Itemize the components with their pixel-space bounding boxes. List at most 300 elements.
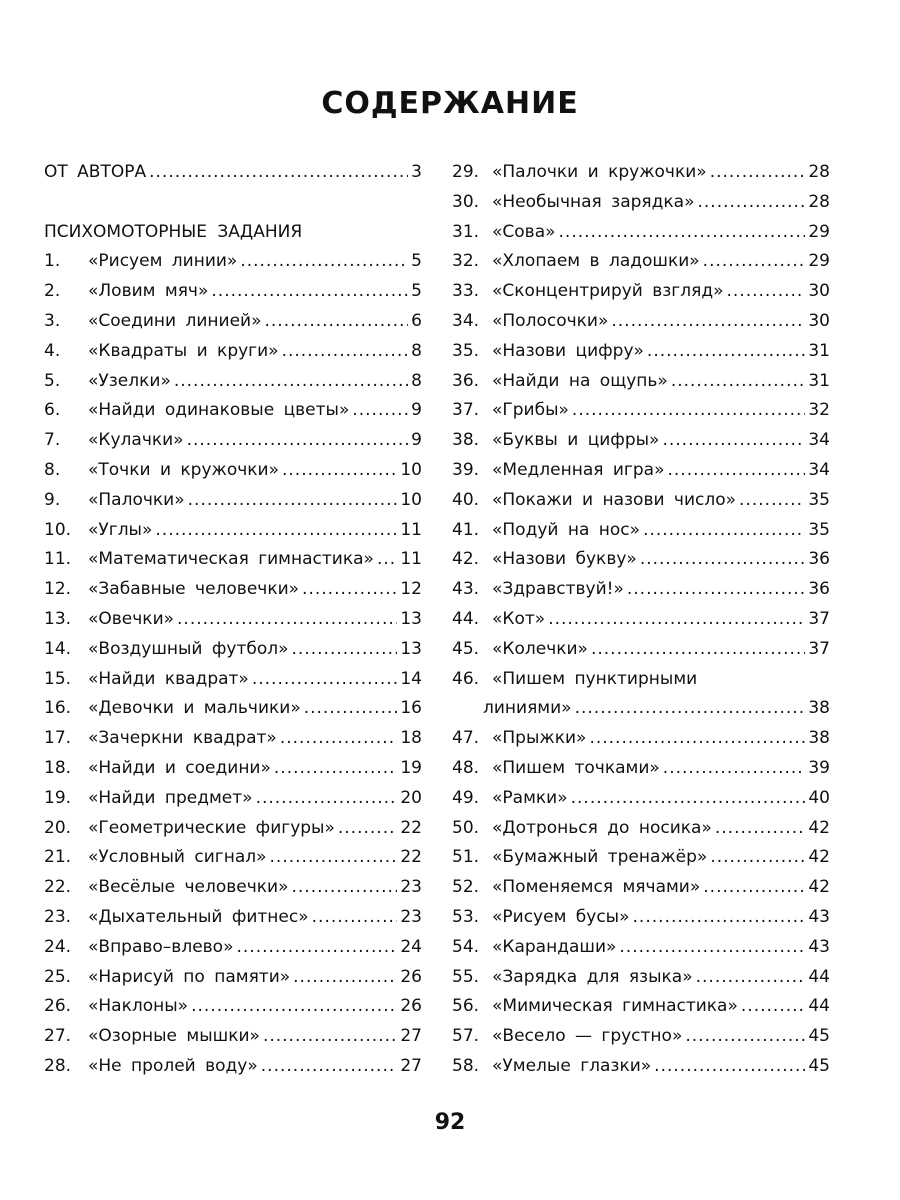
toc-entry-label: «Точки и кружочки» [88, 459, 279, 480]
toc-entry-number: 33. [452, 281, 480, 302]
dot-leader [252, 665, 398, 695]
dot-leader [155, 516, 397, 546]
dot-leader [338, 814, 397, 844]
toc-entry-label: «Нарисуй по памяти» [88, 966, 291, 987]
toc-entry[interactable] [452, 635, 830, 665]
toc-entry[interactable] [44, 605, 422, 635]
toc-entry-label: «Хлопаем в ладошки» [492, 251, 700, 272]
dot-leader [211, 277, 408, 307]
toc-entry-label-cont: линиями» [483, 698, 572, 719]
toc-entry-page: 11 [400, 519, 422, 540]
toc-entry-label: «Девочки и мальчики» [88, 698, 301, 719]
toc-entry-label: «Сова» [492, 221, 556, 242]
toc-entry-label: «Полосочки» [492, 310, 609, 331]
toc-entry-label: «Подуй на нос» [492, 519, 641, 540]
toc-entry-label: «Здравствуй!» [492, 579, 624, 600]
dot-leader [703, 873, 805, 903]
dot-leader [236, 933, 397, 963]
toc-entry[interactable] [44, 307, 422, 337]
toc-entry-label: «Назови цифру» [492, 340, 644, 361]
toc-entry-label: «Зарядка для языка» [492, 966, 693, 987]
toc-entry[interactable] [44, 754, 422, 784]
toc-entry-number: 58. [452, 1055, 480, 1076]
toc-entry[interactable] [44, 1022, 422, 1052]
toc-entry-number: 4. [44, 340, 61, 361]
spacer [44, 188, 422, 218]
dot-leader [270, 843, 398, 873]
toc-entry-number: 31. [452, 221, 480, 242]
toc-entry-label: «Дотронься до носика» [492, 817, 712, 838]
toc-entry-label: «Медленная игра» [492, 459, 665, 480]
page-title: СОДЕРЖАНИЕ [321, 86, 579, 121]
toc-entry[interactable] [452, 754, 830, 784]
dot-leader [710, 843, 805, 873]
toc-entry-page: 8 [411, 340, 422, 361]
toc-entry-number: 43. [452, 579, 480, 600]
toc-entry-page: 13 [400, 638, 422, 659]
toc-entry-page: 22 [400, 817, 422, 838]
toc-entry-page: 11 [400, 549, 422, 570]
toc-entry-number: 44. [452, 608, 480, 629]
dot-leader [662, 426, 805, 456]
dot-leader [726, 277, 805, 307]
toc-entry-page: 6 [411, 310, 422, 331]
toc-entry-page: 19 [400, 757, 422, 778]
toc-entry-number: 29. [452, 162, 480, 182]
toc-entry-number: 32. [452, 251, 480, 272]
dot-leader [739, 486, 805, 516]
toc-entry-page: 34 [808, 459, 830, 480]
toc-entry-number: 56. [452, 996, 480, 1017]
toc-entry-page: 30 [808, 281, 830, 302]
dot-leader [647, 337, 805, 367]
toc-entry-number: 40. [452, 489, 480, 510]
toc-entry-number: 37. [452, 400, 480, 421]
toc-entry[interactable] [452, 456, 830, 486]
toc-entry-page: 44 [808, 966, 830, 987]
toc-entry-label: «Найди квадрат» [88, 668, 249, 689]
dot-leader [696, 963, 806, 993]
toc-entry-label: «Рисуем бусы» [492, 906, 630, 927]
toc-entry-number: 21. [44, 847, 72, 868]
toc-entry-label: «Покажи и назови число» [492, 489, 737, 510]
toc-entry-number: 2. [44, 281, 61, 302]
toc-entry-label: «Сконцентрируй взгляд» [492, 281, 724, 302]
toc-entry-number: 6. [44, 400, 61, 421]
toc-entry-number: 46. [452, 668, 480, 689]
toc-entry-page: 10 [400, 489, 422, 510]
toc-entry-label: «Кот» [492, 608, 546, 629]
dot-leader [697, 188, 805, 218]
toc-entry-intro[interactable] [44, 158, 422, 188]
toc-entry-page: 39 [808, 757, 830, 778]
toc-entry-label: «Углы» [88, 519, 153, 540]
dot-leader [274, 754, 397, 784]
toc-entry[interactable] [452, 724, 830, 754]
toc-entry-number: 23. [44, 906, 72, 927]
toc-entry[interactable] [44, 456, 422, 486]
toc-entry-label: «Найди одинаковые цветы» [88, 400, 350, 421]
toc-entry-label: «Забавные человечки» [88, 579, 300, 600]
toc-entry-number: 1. [44, 251, 61, 272]
dot-leader [559, 218, 806, 248]
toc-entry-label: «Палочки» [88, 489, 185, 510]
dot-leader [292, 873, 398, 903]
toc-entry-page: 28 [808, 191, 830, 212]
toc-entry-page: 28 [808, 162, 830, 182]
toc-entry-number: 35. [452, 340, 480, 361]
toc-entry-page: 30 [808, 310, 830, 331]
toc-entry[interactable] [452, 1022, 830, 1052]
dot-leader [312, 903, 398, 933]
dot-leader [261, 1052, 398, 1082]
dot-leader [663, 754, 806, 784]
toc-entry[interactable] [44, 396, 422, 426]
dot-leader [548, 605, 805, 635]
section-heading: ПСИХОМОТОРНЫЕ ЗАДАНИЯ [44, 221, 303, 242]
toc-entry-label: «Соедини линией» [88, 310, 262, 331]
dot-leader [293, 963, 397, 993]
toc-entry-page: 26 [400, 996, 422, 1017]
dot-leader [643, 516, 805, 546]
toc-left-column [44, 158, 422, 1082]
toc-entry-number: 3. [44, 310, 61, 331]
toc-entry-page: 35 [808, 519, 830, 540]
toc-entry-number: 41. [452, 519, 480, 540]
dot-leader [191, 992, 397, 1022]
toc-entry-label: «Кулачки» [88, 430, 184, 451]
toc-entry-page: 32 [808, 400, 830, 421]
toc-entry[interactable] [44, 635, 422, 665]
toc-entry-label: «Узелки» [88, 370, 171, 391]
toc-entry-number: 19. [44, 787, 72, 808]
toc-entry-label: «Колечки» [492, 638, 588, 659]
toc-entry[interactable] [44, 367, 422, 397]
toc-entry[interactable] [452, 516, 830, 546]
toc-entry[interactable] [452, 605, 830, 635]
toc-entry-number: 34. [452, 310, 480, 331]
toc-entry-page: 44 [808, 996, 830, 1017]
toc-entry-page: 3 [411, 162, 422, 182]
toc-entry-page: 14 [400, 668, 422, 689]
toc-entry-label: «Ловим мяч» [88, 281, 209, 302]
toc-right-column [452, 158, 830, 1082]
toc-entry[interactable] [452, 933, 830, 963]
toc-entry-number: 22. [44, 877, 72, 898]
toc-entry-number: 17. [44, 728, 72, 749]
toc-entry-page: 23 [400, 877, 422, 898]
toc-entry-number: 26. [44, 996, 72, 1017]
toc-entry-label: «Математическая гимнастика» [88, 549, 374, 570]
toc-entry-page: 45 [808, 1055, 830, 1076]
dot-leader [304, 694, 398, 724]
toc-entry-page: 45 [808, 1026, 830, 1047]
toc-entry-label: «Наклоны» [88, 996, 189, 1017]
toc-entry-number: 36. [452, 370, 480, 391]
toc-list-left [44, 247, 422, 1081]
dot-leader [280, 724, 398, 754]
toc-entry[interactable] [44, 247, 422, 277]
toc-entry-label: «Карандаши» [492, 936, 617, 957]
toc-entry-label: «Мимическая гимнастика» [492, 996, 738, 1017]
toc-entry-label: «Овечки» [88, 608, 175, 629]
toc-entry-page: 34 [808, 430, 830, 451]
toc-entry-page: 38 [808, 698, 830, 719]
toc-entry[interactable] [452, 963, 830, 993]
toc-entry-number: 28. [44, 1055, 72, 1076]
toc-entry-page: 20 [400, 787, 422, 808]
toc-entry-page: 9 [411, 400, 422, 421]
dot-leader [149, 158, 408, 188]
toc-entry-page: 43 [808, 936, 830, 957]
toc-entry[interactable] [44, 694, 422, 724]
toc-entry[interactable] [44, 843, 422, 873]
toc-entry-label: «Буквы и цифры» [492, 430, 660, 451]
toc-entry-number: 38. [452, 430, 480, 451]
toc-entry-number: 20. [44, 817, 72, 838]
toc-entry-page: 43 [808, 906, 830, 927]
dot-leader [571, 784, 806, 814]
dot-leader [611, 307, 805, 337]
dot-leader [640, 545, 806, 575]
toc-entry-page: 36 [808, 579, 830, 600]
toc-entry-number: 50. [452, 817, 480, 838]
toc-entry-page: 37 [808, 608, 830, 629]
toc-entry-number: 55. [452, 966, 480, 987]
toc-entry[interactable] [452, 158, 830, 188]
toc-entry-number: 45. [452, 638, 480, 659]
dot-leader [654, 1052, 805, 1082]
toc-entry[interactable] [452, 575, 830, 605]
dot-leader [575, 694, 806, 724]
toc-entry[interactable] [452, 367, 830, 397]
toc-entry-number: 5. [44, 370, 61, 391]
toc-entry-page: 8 [411, 370, 422, 391]
toc-entry-number: 27. [44, 1026, 72, 1047]
dot-leader [188, 486, 398, 516]
toc-entry-label: «Грибы» [492, 400, 569, 421]
toc-entry-number: 18. [44, 757, 72, 778]
toc-entry[interactable] [452, 784, 830, 814]
toc-entry[interactable] [44, 963, 422, 993]
toc-entry[interactable] [452, 665, 830, 695]
toc-entry-number: 9. [44, 489, 61, 510]
toc-entry-label: «Необычная зарядка» [492, 191, 695, 212]
dot-leader [627, 575, 805, 605]
toc-entry-page: 16 [400, 698, 422, 719]
toc-entry-number: 30. [452, 191, 480, 212]
toc-entry-page: 24 [400, 936, 422, 957]
toc-entry[interactable] [452, 396, 830, 426]
toc-entry-page: 38 [808, 728, 830, 749]
toc-entry-page: 42 [808, 877, 830, 898]
toc-entry-page: 29 [808, 251, 830, 272]
toc-entry-number: 15. [44, 668, 72, 689]
toc-entry-label: «Зачеркни квадрат» [88, 728, 277, 749]
toc-entry-label: «Найди на ощупь» [492, 370, 668, 391]
toc-entry[interactable] [44, 933, 422, 963]
toc-entry[interactable] [44, 814, 422, 844]
toc-entry-label: «Найди предмет» [88, 787, 253, 808]
toc-entry[interactable] [44, 277, 422, 307]
toc-entry-page: 35 [808, 489, 830, 510]
toc-entry-page: 42 [808, 817, 830, 838]
toc-entry-label: «Условный сигнал» [88, 847, 267, 868]
toc-entry-number: 52. [452, 877, 480, 898]
dot-leader [619, 933, 805, 963]
toc-entry-page: 31 [808, 340, 830, 361]
toc-entry-number: 8. [44, 459, 61, 480]
toc-entry[interactable] [44, 665, 422, 695]
toc-entry-continuation[interactable] [452, 694, 830, 724]
toc-entry-label: «Рамки» [492, 787, 568, 808]
dot-leader [174, 367, 408, 397]
dot-leader [633, 903, 806, 933]
toc-entry-number: 12. [44, 579, 72, 600]
toc-entry[interactable] [452, 843, 830, 873]
toc-entry[interactable] [44, 903, 422, 933]
toc-entry-label: «Найди и соедини» [88, 757, 271, 778]
dot-leader [377, 545, 397, 575]
toc-entry-number: 48. [452, 757, 480, 778]
toc-entry-page: 27 [400, 1026, 422, 1047]
toc-entry-number: 14. [44, 638, 72, 659]
toc-entry[interactable] [452, 545, 830, 575]
toc-entry[interactable] [44, 486, 422, 516]
toc-entry-number: 47. [452, 728, 480, 749]
toc-entry-page: 29 [808, 221, 830, 242]
toc-entry-number: 39. [452, 459, 480, 480]
toc-entry[interactable] [44, 516, 422, 546]
toc-entry[interactable] [452, 307, 830, 337]
dot-leader [292, 635, 398, 665]
toc-entry-number: 16. [44, 698, 72, 719]
toc-entry-label: «Не пролей воду» [88, 1055, 258, 1076]
toc-entry-page: 18 [400, 728, 422, 749]
toc-entry-page: 10 [400, 459, 422, 480]
toc-entry-label: «Назови букву» [492, 549, 637, 570]
toc-entry-number: 10. [44, 519, 72, 540]
toc-entry[interactable] [452, 337, 830, 367]
dot-leader [741, 992, 805, 1022]
dot-leader [710, 158, 806, 188]
toc-entry[interactable] [44, 545, 422, 575]
dot-leader [572, 396, 805, 426]
toc-entry-label: «Рисуем линии» [88, 251, 238, 272]
toc-entry-label: «Вправо–влево» [88, 936, 234, 957]
toc-entry-label: «Квадраты и круги» [88, 340, 279, 361]
toc-entry-label: «Весело — грустно» [492, 1026, 683, 1047]
toc-entry[interactable] [452, 426, 830, 456]
dot-leader [302, 575, 397, 605]
toc-entry-page: 23 [400, 906, 422, 927]
toc-entry-number: 24. [44, 936, 72, 957]
toc-entry-page: 40 [808, 787, 830, 808]
toc-entry-label: «Прыжки» [492, 728, 587, 749]
toc-entry[interactable] [452, 247, 830, 277]
toc-entry-label: ОТ АВТОРА [44, 162, 147, 182]
toc-entry-label: «Палочки и кружочки» [492, 162, 707, 182]
toc-entry[interactable] [452, 992, 830, 1022]
toc-entry-page: 9 [411, 430, 422, 451]
toc-entry[interactable] [44, 992, 422, 1022]
dot-leader [265, 307, 409, 337]
toc-entry[interactable] [44, 337, 422, 367]
toc-entry-page: 31 [808, 370, 830, 391]
toc-entry-number: 25. [44, 966, 72, 987]
dot-leader [671, 367, 806, 397]
toc-list-right [452, 158, 830, 1082]
dot-leader [589, 724, 805, 754]
toc-entry-number: 51. [452, 847, 480, 868]
toc-entry[interactable] [452, 277, 830, 307]
toc-entry-label: «Бумажный тренажёр» [492, 847, 708, 868]
toc-entry[interactable] [452, 218, 830, 248]
toc-entry-page: 42 [808, 847, 830, 868]
toc-entry[interactable] [452, 1052, 830, 1082]
dot-leader [240, 247, 408, 277]
dot-leader [685, 1022, 805, 1052]
dot-leader [282, 456, 397, 486]
toc-entry[interactable] [44, 1052, 422, 1082]
toc-entry[interactable] [452, 188, 830, 218]
toc-entry-page: 36 [808, 549, 830, 570]
dot-leader [703, 247, 806, 277]
toc-entry-number: 57. [452, 1026, 480, 1047]
toc-entry-number: 53. [452, 906, 480, 927]
toc-entry-label: «Озорные мышки» [88, 1026, 260, 1047]
toc-entry-number: 54. [452, 936, 480, 957]
toc-entry-label: «Пишем точками» [492, 757, 660, 778]
toc-entry-label: «Умелые глазки» [492, 1055, 652, 1076]
toc-entry-page: 12 [400, 579, 422, 600]
toc-entry-number: 42. [452, 549, 480, 570]
dot-leader [282, 337, 409, 367]
toc-entry-number: 13. [44, 608, 72, 629]
dot-leader [591, 635, 805, 665]
toc-entry-page: 13 [400, 608, 422, 629]
toc-entry-label: «Весёлые человечки» [88, 877, 289, 898]
toc-entry-page: 37 [808, 638, 830, 659]
toc-entry[interactable] [44, 724, 422, 754]
dot-leader [187, 426, 409, 456]
toc-entry-label: «Пишем пунктирными [492, 668, 698, 689]
toc-entry-page: 22 [400, 847, 422, 868]
toc-entry-number: 11. [44, 549, 72, 570]
toc-entry-number: 7. [44, 430, 61, 451]
dot-leader [177, 605, 397, 635]
toc-entry[interactable] [44, 575, 422, 605]
toc-entry[interactable] [452, 873, 830, 903]
toc-entry-page: 5 [411, 251, 422, 272]
toc-entry-page: 26 [400, 966, 422, 987]
toc-entry-page: 5 [411, 281, 422, 302]
toc-entry-label: «Геометрические фигуры» [88, 817, 335, 838]
toc-entry[interactable] [452, 814, 830, 844]
toc-entry[interactable] [452, 486, 830, 516]
dot-leader [667, 456, 805, 486]
toc-entry-label: «Дыхательный фитнес» [88, 906, 309, 927]
toc-entry-number: 49. [452, 787, 480, 808]
page-number: 92 [434, 1110, 466, 1135]
toc-entry[interactable] [452, 903, 830, 933]
toc-entry-page: 27 [400, 1055, 422, 1076]
dot-leader [715, 814, 806, 844]
toc-entry[interactable] [44, 873, 422, 903]
toc-entry[interactable] [44, 784, 422, 814]
toc-entry[interactable] [44, 426, 422, 456]
toc-entry-label: «Воздушный футбол» [88, 638, 289, 659]
